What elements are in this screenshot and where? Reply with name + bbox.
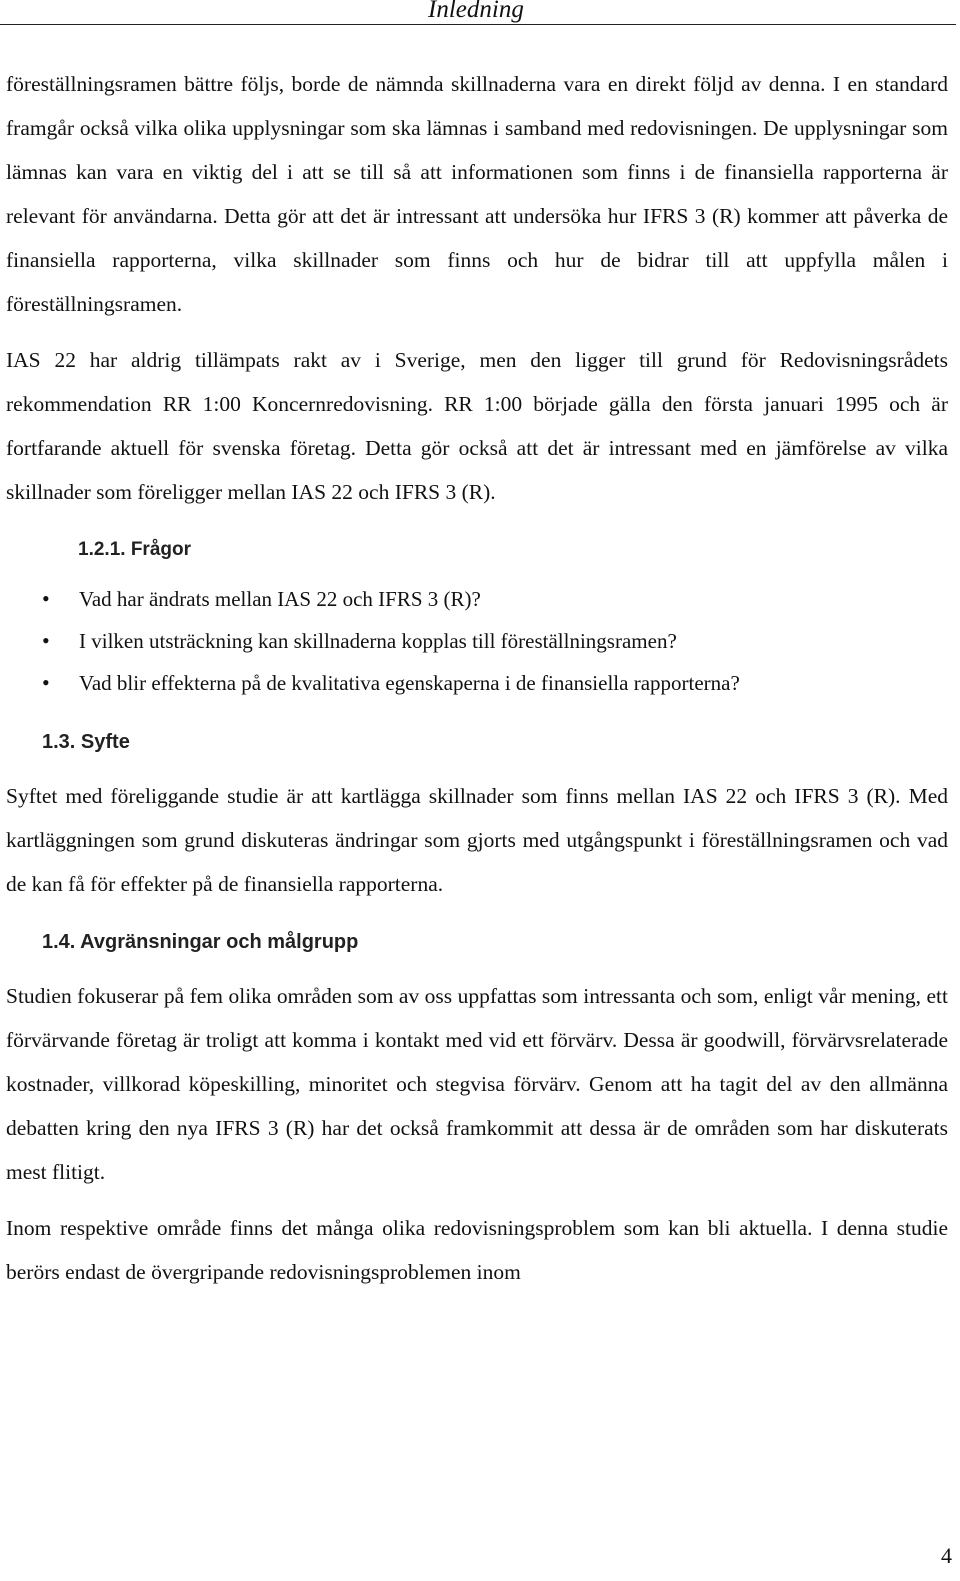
question-text: Vad blir effekterna på de kvalitativa egenskaperna i de finansiella rapporterna? xyxy=(79,671,740,695)
paragraph-intro-1: föreställningsramen bättre följs, borde de nämnda skillnaderna vara en direkt följd av denna. I en standard framgår också vilka olika upplysningar som ska lämnas i samband med redovisningen. De upplysningar som lämnas kan vara en viktig del i att se till så att informationen som finns i de finansiella rapporterna är relevant för användarna. Detta gör att det är intressant att undersöka hur IFRS 3 (R) kommer att påverka de finansiella rapporterna, vilka skillnader som finns och hur de bidrar till att uppfylla målen i föreställningsramen. xyxy=(6,72,948,316)
list-item xyxy=(6,578,948,620)
question-list xyxy=(6,578,948,704)
bullet-icon: • xyxy=(42,628,50,653)
heading-avgransningar: 1.4. Avgränsningar och målgrupp xyxy=(42,931,359,953)
bullet-icon: • xyxy=(42,586,50,611)
paragraph-avgransningar-2: Inom respektive område finns det många olika redovisningsproblem som kan bli aktuella. I denna studie berörs endast de övergripande redovisningsproblemen inom xyxy=(6,1216,948,1284)
running-header xyxy=(0,0,956,25)
paragraph-intro-2: IAS 22 har aldrig tillämpats rakt av i Sverige, men den ligger till grund för Redovisningsrådets rekommendation RR 1:00 Koncernredovisning. RR 1:00 började gälla den första januari 1995 och är fortfarande aktuell för svenska företag. Detta gör också att det är intressant med en jämförelse av vilka skillnader som föreligger mellan IAS 22 och IFRS 3 (R). xyxy=(6,348,948,504)
page-number: 4 xyxy=(941,1543,952,1568)
list-item xyxy=(6,620,948,662)
paragraph-syfte: Syftet med föreliggande studie är att kartlägga skillnader som finns mellan IAS 22 och IFRS 3 (R). Med kartläggningen som grund diskuteras ändringar som gjorts med utgångspunkt i föreställningsramen och vad de kan få för effekter på de finansiella rapporterna. xyxy=(6,784,948,896)
list-item xyxy=(6,662,948,704)
heading-syfte: 1.3. Syfte xyxy=(42,731,130,753)
paragraph-avgransningar-1: Studien fokuserar på fem olika områden som av oss uppfattas som intressanta och som, enligt vår mening, ett förvärvande företag är troligt att komma i kontakt med vid ett förvärv. Dessa är goodwill, förvärvsrelaterade kostnader, villkorad köpeskilling, minoritet och stegvisa förvärv. Genom att ha tagit del av den allmänna debatten kring den nya IFRS 3 (R) har det också framkommit att dessa är de områden som har diskuterats mest flitigt. xyxy=(6,984,948,1184)
chapter-title: Inledning xyxy=(428,0,524,23)
body-content xyxy=(6,62,948,1294)
heading-fragor: 1.2.1. Frågor xyxy=(78,539,191,560)
question-text: Vad har ändrats mellan IAS 22 och IFRS 3 (R)? xyxy=(79,587,481,611)
question-text: I vilken utsträckning kan skillnaderna kopplas till föreställningsramen? xyxy=(79,629,677,653)
bullet-icon: • xyxy=(42,670,50,695)
